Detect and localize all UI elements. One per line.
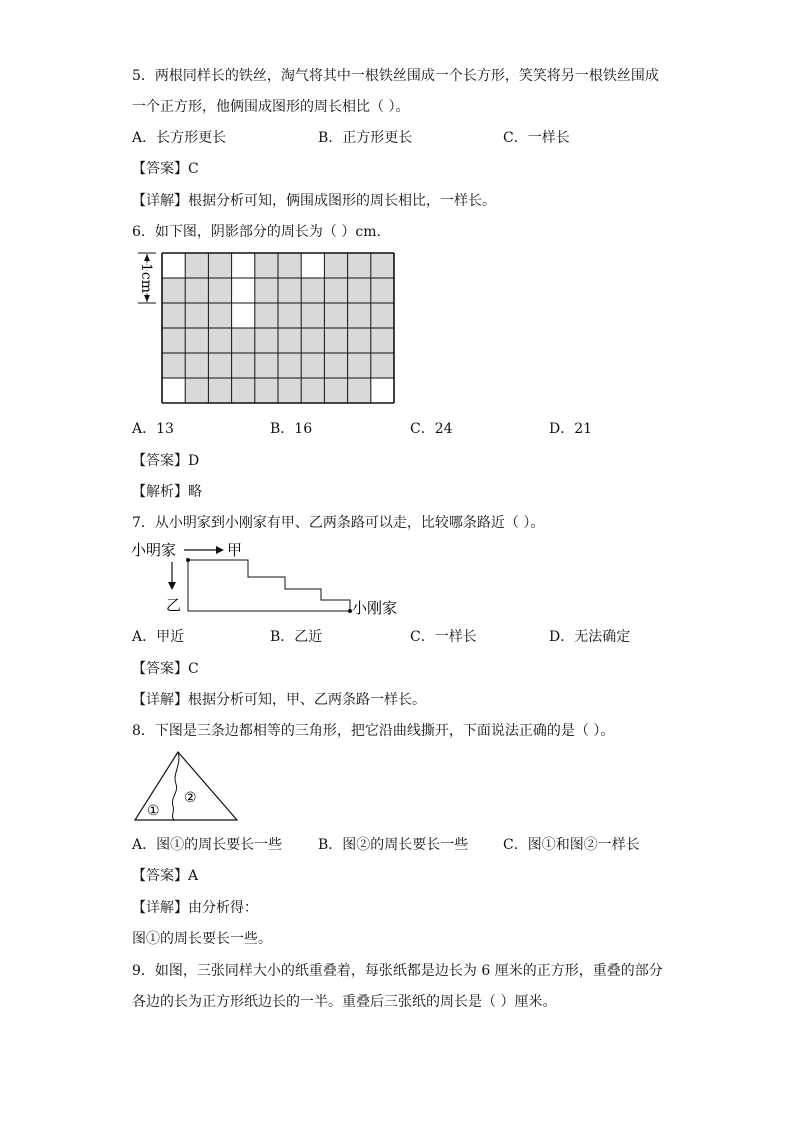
grid-cell-shaded bbox=[208, 303, 231, 328]
q8-label-piece1: ① bbox=[147, 803, 160, 819]
q9-stem-line1: 9．如图，三张同样大小的纸重叠着，每张纸都是边长为 6 厘米的正方形，重叠的部分 bbox=[132, 963, 663, 979]
grid-cell-shaded bbox=[255, 303, 278, 328]
q8-option-b: B．图②的周长要长一些 bbox=[318, 837, 469, 853]
q5-detail: 【详解】根据分析可知，俩围成图形的周长相比，一样长。 bbox=[132, 193, 496, 209]
grid-cell-shaded bbox=[371, 353, 394, 378]
grid-cell-shaded bbox=[232, 378, 255, 403]
grid-cell-shaded bbox=[185, 328, 208, 353]
grid-cell-shaded bbox=[324, 278, 347, 303]
grid-cell-shaded bbox=[208, 278, 231, 303]
grid-cell-shaded bbox=[301, 278, 324, 303]
grid-cell-white bbox=[301, 253, 324, 278]
grid-cell-white bbox=[232, 253, 255, 278]
q7-option-d: D．无法确定 bbox=[549, 629, 631, 645]
q6-figure bbox=[128, 250, 398, 410]
grid-cell-shaded bbox=[278, 353, 301, 378]
grid-cell-shaded bbox=[278, 328, 301, 353]
q6-option-a: A．13 bbox=[132, 421, 174, 437]
grid-cell-shaded bbox=[348, 353, 371, 378]
grid-cell-white bbox=[162, 378, 185, 403]
q8-option-c: C．图①和图②一样长 bbox=[503, 837, 640, 853]
grid-cell-shaded bbox=[324, 378, 347, 403]
grid-cell-shaded bbox=[324, 253, 347, 278]
grid-cell-shaded bbox=[185, 353, 208, 378]
grid-cell-shaded bbox=[278, 303, 301, 328]
q7-option-b: B．乙近 bbox=[270, 629, 323, 645]
q8-option-a: A．图①的周长要长一些 bbox=[132, 837, 283, 853]
grid-cell-shaded bbox=[348, 378, 371, 403]
q6-grid-figure bbox=[128, 250, 398, 410]
grid-cell-shaded bbox=[348, 303, 371, 328]
grid-cell-shaded bbox=[232, 328, 255, 353]
grid-cell-shaded bbox=[208, 353, 231, 378]
grid-cell-shaded bbox=[255, 353, 278, 378]
grid-cell-shaded bbox=[301, 328, 324, 353]
grid-cell-shaded bbox=[185, 278, 208, 303]
q5-stem-line1: 5．两根同样长的铁丝，淘气将其中一根铁丝围成一个长方形，笑笑将另一根铁丝围成 bbox=[132, 68, 659, 84]
q5-option-a: A．长方形更长 bbox=[132, 130, 227, 146]
q5-option-c: C．一样长 bbox=[503, 130, 570, 146]
grid-cell-white bbox=[162, 253, 185, 278]
q7-label-route-b: 乙 bbox=[166, 596, 182, 614]
q7-label-end: 小刚家 bbox=[352, 599, 398, 617]
grid-cell-shaded bbox=[324, 303, 347, 328]
grid-cell-shaded bbox=[255, 253, 278, 278]
grid-cell-shaded bbox=[208, 378, 231, 403]
q9-stem-line2: 各边的长为正方形纸边长的一半。重叠后三张纸的周长是（ ）厘米。 bbox=[132, 994, 557, 1010]
grid-cell-shaded bbox=[255, 328, 278, 353]
q8-figure bbox=[132, 748, 242, 824]
q8-label-piece2: ② bbox=[184, 790, 197, 806]
q5-option-b: B．正方形更长 bbox=[318, 130, 413, 146]
q8-triangle-diagram bbox=[132, 748, 242, 824]
q5-answer: 【答案】C bbox=[132, 161, 199, 177]
q7-detail: 【详解】根据分析可知，甲、乙两条路一样长。 bbox=[132, 692, 426, 708]
q7-option-c: C．一样长 bbox=[410, 629, 477, 645]
grid-cell-shaded bbox=[185, 378, 208, 403]
grid-cell-shaded bbox=[348, 328, 371, 353]
grid-cell-shaded bbox=[324, 353, 347, 378]
grid-cell-shaded bbox=[278, 378, 301, 403]
grid-cell-shaded bbox=[185, 303, 208, 328]
q7-answer: 【答案】C bbox=[132, 661, 199, 677]
q8-detail: 【详解】由分析得： bbox=[132, 900, 258, 916]
grid-cell-shaded bbox=[348, 278, 371, 303]
q6-stem: 6．如下图，阴影部分的周长为（ ）cm. bbox=[132, 224, 381, 240]
grid-cell-shaded bbox=[371, 328, 394, 353]
grid-cell-shaded bbox=[162, 353, 185, 378]
q8-answer: 【答案】A bbox=[132, 868, 199, 884]
q7-stem: 7．从小明家到小刚家有甲、乙两条路可以走，比较哪条路近（ ）。 bbox=[132, 515, 545, 531]
grid-cell-shaded bbox=[301, 303, 324, 328]
q6-analysis: 【解析】略 bbox=[132, 484, 202, 500]
grid-cell-shaded bbox=[162, 303, 185, 328]
grid-cell-shaded bbox=[278, 253, 301, 278]
grid-cell-shaded bbox=[348, 253, 371, 278]
grid-cell-shaded bbox=[278, 278, 301, 303]
grid-cell-shaded bbox=[255, 278, 278, 303]
grid-cell-shaded bbox=[371, 278, 394, 303]
grid-cell-shaded bbox=[232, 353, 255, 378]
q7-option-a: A．甲近 bbox=[132, 629, 185, 645]
grid-cell-shaded bbox=[208, 253, 231, 278]
q7-label-route-a: 甲 bbox=[227, 541, 243, 559]
grid-cell-shaded bbox=[371, 303, 394, 328]
q8-detail2: 图①的周长要长一些。 bbox=[132, 931, 272, 947]
q6-answer: 【答案】D bbox=[132, 453, 200, 469]
q6-scale-label: 1cm bbox=[138, 262, 154, 294]
q7-label-start: 小明家 bbox=[131, 541, 177, 559]
q5-stem-line2: 一个正方形，他俩围成图形的周长相比（ ）。 bbox=[132, 99, 410, 115]
q6-option-c: C．24 bbox=[410, 421, 453, 437]
grid-cell-shaded bbox=[208, 328, 231, 353]
grid-cell-white bbox=[232, 303, 255, 328]
grid-cell-shaded bbox=[301, 353, 324, 378]
q7-figure bbox=[128, 536, 418, 620]
grid-cell-shaded bbox=[301, 378, 324, 403]
grid-cell-shaded bbox=[371, 253, 394, 278]
q6-option-d: D．21 bbox=[549, 421, 593, 437]
q8-stem: 8．下图是三条边都相等的三角形，把它沿曲线撕开，下面说法正确的是（ ）。 bbox=[132, 723, 615, 739]
grid-cell-shaded bbox=[162, 328, 185, 353]
grid-cell-white bbox=[371, 378, 394, 403]
grid-cell-shaded bbox=[185, 253, 208, 278]
grid-cell-white bbox=[232, 278, 255, 303]
q6-option-b: B．16 bbox=[270, 421, 313, 437]
grid-cell-shaded bbox=[162, 278, 185, 303]
grid-cell-shaded bbox=[324, 328, 347, 353]
grid-cell-shaded bbox=[255, 378, 278, 403]
q7-route-diagram bbox=[128, 536, 418, 620]
